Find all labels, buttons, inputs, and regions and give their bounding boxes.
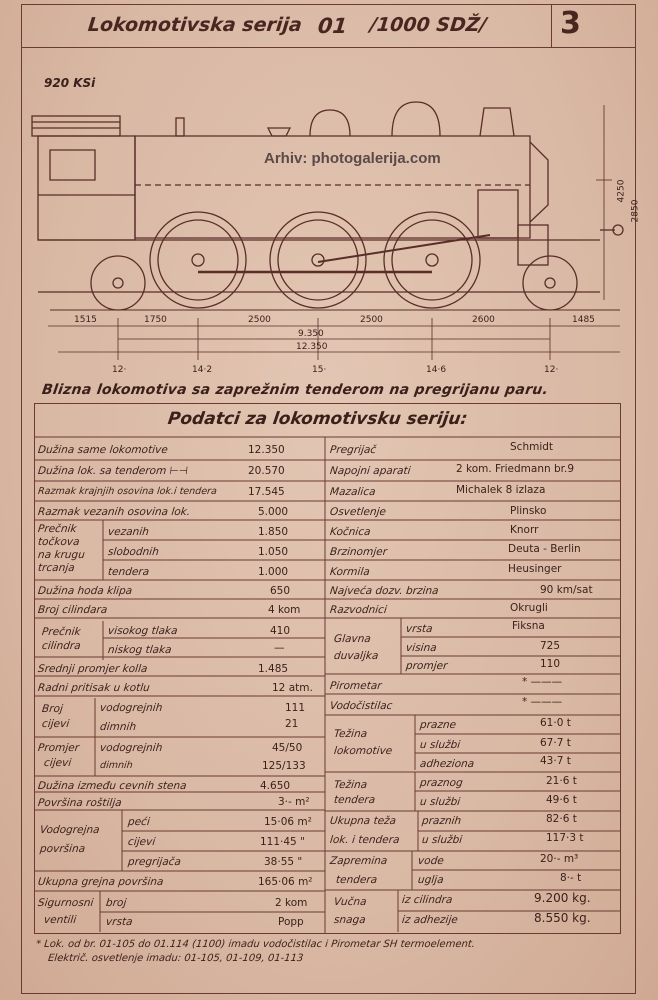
dim-wheelbase: 9.350 bbox=[298, 329, 324, 339]
row-coupled-span-value: 5.000 bbox=[258, 506, 289, 518]
axle-load-4: 14·6 bbox=[426, 365, 447, 375]
tube-diam-group-l1: Promjer bbox=[37, 742, 80, 754]
loco-weight-service-value: 67·7 t bbox=[540, 737, 571, 749]
dim-total-length: 12.350 bbox=[296, 342, 328, 352]
tender-coal-label: uglja bbox=[417, 874, 445, 886]
row-injectors-label: Napojni aparati bbox=[329, 465, 412, 477]
row-injectors-value: 2 kom. Friedmann br.9 bbox=[456, 463, 575, 475]
safety-valve-type-label: vrsta bbox=[105, 916, 134, 928]
loco-weight-group-l2: lokomotive bbox=[333, 745, 393, 757]
tractive-cylinder-label: iz cilindra bbox=[401, 894, 454, 906]
total-weight-service-value: 117·3 t bbox=[546, 832, 584, 844]
tube-count-water-value: 111 bbox=[285, 702, 306, 714]
row-lubricator-label: Mazalica bbox=[329, 486, 377, 498]
tender-weight-group-l1: Težina bbox=[333, 779, 368, 791]
row-wheel-mean-label: Srednji promjer kolla bbox=[37, 663, 149, 675]
total-weight-service-label: u službi bbox=[421, 834, 463, 846]
dim-bottom-3: 2500 bbox=[248, 315, 271, 325]
tender-weight-service-label: u službi bbox=[419, 796, 461, 808]
heating-group-l2: površina bbox=[39, 843, 86, 855]
footnote-2: Električ. osvetlenje imadu: 01-105, 01-109, 01-113 bbox=[47, 953, 304, 964]
row-pyrometer-value: * ——— bbox=[522, 676, 563, 688]
tender-weight-empty-label: praznog bbox=[419, 777, 464, 789]
row-grate-value: 3·- m² bbox=[278, 796, 310, 808]
row-stroke-value: 650 bbox=[270, 585, 291, 597]
wheel-diam-group-l1: Prečnik bbox=[37, 523, 78, 535]
row-brake-label: Kočnica bbox=[329, 526, 372, 538]
drawing-subtitle: Blizna lokomotiva sa zaprežnim tenderom na pregrijanu paru. bbox=[40, 382, 550, 398]
cyl-low-value: — bbox=[274, 642, 285, 654]
tractive-group-l2: snaga bbox=[333, 914, 367, 926]
axle-load-2: 14·2 bbox=[192, 365, 213, 375]
row-max-speed-label: Najveća dozv. brzina bbox=[329, 585, 440, 597]
row-wheel-mean-value: 1.485 bbox=[258, 663, 289, 675]
footnote-1: * Lok. od br. 01-105 do 01.114 (1100) imadu vodočistilac i Pirometar SH termoelement. bbox=[35, 939, 476, 950]
row-total-heating-value: 165·06 m² bbox=[258, 876, 313, 888]
tender-capacity-group-l1: Zapremina bbox=[329, 855, 388, 867]
dim-bottom-1: 1515 bbox=[74, 315, 97, 325]
wheel-free-value: 1.050 bbox=[258, 546, 289, 558]
row-valve-gear-value: Heusinger bbox=[508, 563, 562, 575]
series-title: Lokomotivska serija bbox=[86, 14, 303, 36]
row-cylinders-value: 4 kom bbox=[268, 604, 301, 616]
blastpipe-group-l1: Glavna bbox=[333, 633, 372, 645]
wheel-tender-label: tendera bbox=[107, 566, 150, 578]
tractive-cylinder-value: 9.200 kg. bbox=[534, 891, 591, 905]
dim-bottom-6: 1485 bbox=[572, 315, 595, 325]
total-weight-group-l1: Ukupna teža bbox=[329, 815, 397, 827]
tender-water-value: 20·- m³ bbox=[540, 853, 579, 865]
row-max-speed-value: 90 km/sat bbox=[540, 584, 593, 596]
row-cylinders-label: Broj cilindara bbox=[37, 604, 108, 616]
tube-count-water-label: vodogrejnih bbox=[99, 702, 163, 714]
page-number: 3 bbox=[560, 6, 581, 41]
heating-firebox-label: peći bbox=[127, 816, 151, 828]
heating-superheater-label: pregrijača bbox=[127, 856, 182, 868]
loco-weight-group-l1: Težina bbox=[333, 728, 368, 740]
blastpipe-height-value: 725 bbox=[540, 640, 561, 652]
row-speedometer-value: Deuta - Berlin bbox=[508, 543, 581, 555]
row-stroke-label: Dužina hoda klipa bbox=[37, 585, 133, 597]
tender-weight-service-value: 49·6 t bbox=[546, 794, 577, 806]
total-weight-empty-label: praznih bbox=[421, 815, 462, 827]
row-valves-label: Razvodnici bbox=[329, 604, 388, 616]
blastpipe-diam-value: 110 bbox=[540, 658, 561, 670]
wheel-diam-group-l4: trcanja bbox=[37, 562, 76, 574]
loco-weight-service-label: u službi bbox=[419, 739, 461, 751]
safety-valve-count-label: broj bbox=[105, 897, 127, 909]
power-rating: 920 KSi bbox=[44, 76, 96, 90]
tube-count-group-l1: Broj bbox=[41, 703, 64, 715]
cyl-high-label: visokog tlaka bbox=[107, 625, 179, 637]
dim-height-total: 4250 bbox=[616, 179, 627, 203]
tube-diam-smoke-label: dimnih bbox=[99, 760, 134, 771]
tube-count-smoke-value: 21 bbox=[285, 718, 299, 730]
row-lighting-value: Plinsko bbox=[510, 505, 547, 517]
tender-weight-group-l2: tendera bbox=[333, 794, 376, 806]
series-number: 01 bbox=[316, 14, 349, 38]
wheel-tender-value: 1.000 bbox=[258, 566, 289, 578]
total-weight-empty-value: 82·6 t bbox=[546, 813, 577, 825]
row-axle-span-value: 17.545 bbox=[248, 486, 285, 498]
row-superheater-value: Schmidt bbox=[510, 441, 554, 453]
row-length-loco-label: Dužina same lokomotive bbox=[37, 444, 169, 456]
tube-diam-smoke-value: 125/133 bbox=[262, 760, 306, 772]
heating-group-l1: Vodogrejna bbox=[39, 824, 101, 836]
tender-water-label: vode bbox=[417, 855, 445, 867]
archive-watermark: Arhiv: photogalerija.com bbox=[264, 150, 441, 167]
loco-weight-adhesion-value: 43·7 t bbox=[540, 755, 571, 767]
heating-firebox-value: 15·06 m² bbox=[264, 816, 312, 828]
row-axle-span-label: Razmak krajnjih osovina lok.i tendera bbox=[37, 486, 218, 497]
wheel-diam-group-l3: na krugu bbox=[37, 549, 86, 561]
tube-diam-group-l2: cijevi bbox=[43, 757, 72, 769]
row-pressure-value: 12 atm. bbox=[272, 682, 313, 694]
row-brake-value: Knorr bbox=[510, 524, 539, 536]
heating-tubes-value: 111·45 " bbox=[260, 836, 305, 848]
row-pressure-label: Radni pritisak u kotlu bbox=[37, 682, 151, 694]
axle-load-5: 12· bbox=[544, 365, 559, 375]
safety-valve-count-value: 2 kom bbox=[275, 897, 308, 909]
wheel-free-label: slobodnih bbox=[107, 546, 160, 558]
dim-height-axis: 2850 bbox=[630, 199, 641, 223]
tractive-adhesion-value: 8.550 kg. bbox=[534, 911, 591, 925]
row-lubricator-value: Michalek 8 izlaza bbox=[456, 484, 546, 496]
row-pyrometer-label: Pirometar bbox=[329, 680, 383, 692]
row-grate-label: Površina roštilja bbox=[37, 797, 123, 809]
row-speedometer-label: Brzinomjer bbox=[329, 546, 388, 558]
tender-weight-empty-value: 21·6 t bbox=[546, 775, 577, 787]
row-valve-gear-label: Kormila bbox=[329, 566, 371, 578]
blastpipe-group-l2: duvaljka bbox=[333, 650, 379, 662]
wheel-coupled-label: vezanih bbox=[107, 526, 150, 538]
tender-capacity-group-l2: tendera bbox=[335, 874, 378, 886]
wheel-diam-group-l2: točkova bbox=[37, 536, 81, 548]
cyl-diam-group-l1: Prečnik bbox=[41, 626, 82, 638]
row-length-tender-value: 20.570 bbox=[248, 465, 285, 477]
tube-diam-water-value: 45/50 bbox=[272, 742, 303, 754]
loco-weight-empty-label: prazne bbox=[419, 719, 457, 731]
blastpipe-height-label: visina bbox=[405, 642, 438, 654]
wheel-coupled-value: 1.850 bbox=[258, 526, 289, 538]
safety-valve-type-value: Popp bbox=[278, 916, 304, 928]
axle-load-3: 15· bbox=[312, 365, 327, 375]
row-water-purifier-value: * ——— bbox=[522, 696, 563, 708]
heating-tubes-label: cijevi bbox=[127, 836, 156, 848]
total-weight-group-l2: lok. i tendera bbox=[329, 834, 401, 846]
cyl-diam-group-l2: cilindra bbox=[41, 640, 82, 652]
row-valves-value: Okrugli bbox=[510, 602, 548, 614]
row-length-loco-value: 12.350 bbox=[248, 444, 285, 456]
blastpipe-diam-label: promjer bbox=[405, 660, 448, 672]
cyl-high-value: 410 bbox=[270, 625, 291, 637]
cyl-low-label: niskog tlaka bbox=[107, 644, 173, 656]
axle-load-1: 12· bbox=[112, 365, 127, 375]
row-tube-length-label: Dužina između cevnih stena bbox=[37, 780, 188, 792]
series-class-note: /1000 SDŽ/ bbox=[368, 14, 488, 36]
row-total-heating-label: Ukupna grejna površina bbox=[37, 876, 165, 888]
dim-bottom-2: 1750 bbox=[144, 315, 167, 325]
tube-count-group-l2: cijevi bbox=[41, 718, 70, 730]
tube-diam-water-label: vodogrejnih bbox=[99, 742, 163, 754]
blastpipe-type-value: Fiksna bbox=[512, 620, 545, 632]
row-superheater-label: Pregrijač bbox=[329, 444, 377, 456]
row-water-purifier-label: Vodočistilac bbox=[329, 700, 394, 712]
loco-weight-adhesion-label: adheziona bbox=[419, 758, 475, 770]
heating-superheater-value: 38·55 " bbox=[264, 856, 303, 868]
safety-valve-group-l2: ventili bbox=[43, 914, 77, 926]
tender-coal-value: 8·- t bbox=[560, 872, 582, 884]
dim-bottom-5: 2600 bbox=[472, 315, 495, 325]
tube-count-smoke-label: dimnih bbox=[99, 721, 137, 733]
loco-weight-empty-value: 61·0 t bbox=[540, 717, 571, 729]
row-tube-length-value: 4.650 bbox=[260, 780, 291, 792]
safety-valve-group-l1: Sigurnosni bbox=[37, 897, 94, 909]
blastpipe-type-label: vrsta bbox=[405, 623, 434, 635]
row-length-tender-label: Dužina lok. sa tenderom ⊢⊣ bbox=[37, 465, 189, 477]
dim-bottom-4: 2500 bbox=[360, 315, 383, 325]
tractive-adhesion-label: iz adhezije bbox=[401, 914, 459, 926]
tractive-group-l1: Vučna bbox=[333, 896, 368, 908]
row-lighting-label: Osvetlenje bbox=[329, 506, 387, 518]
row-coupled-span-label: Razmak vezanih osovina lok. bbox=[37, 506, 191, 518]
table-title: Podatci za lokomotivsku seriju: bbox=[166, 409, 469, 429]
